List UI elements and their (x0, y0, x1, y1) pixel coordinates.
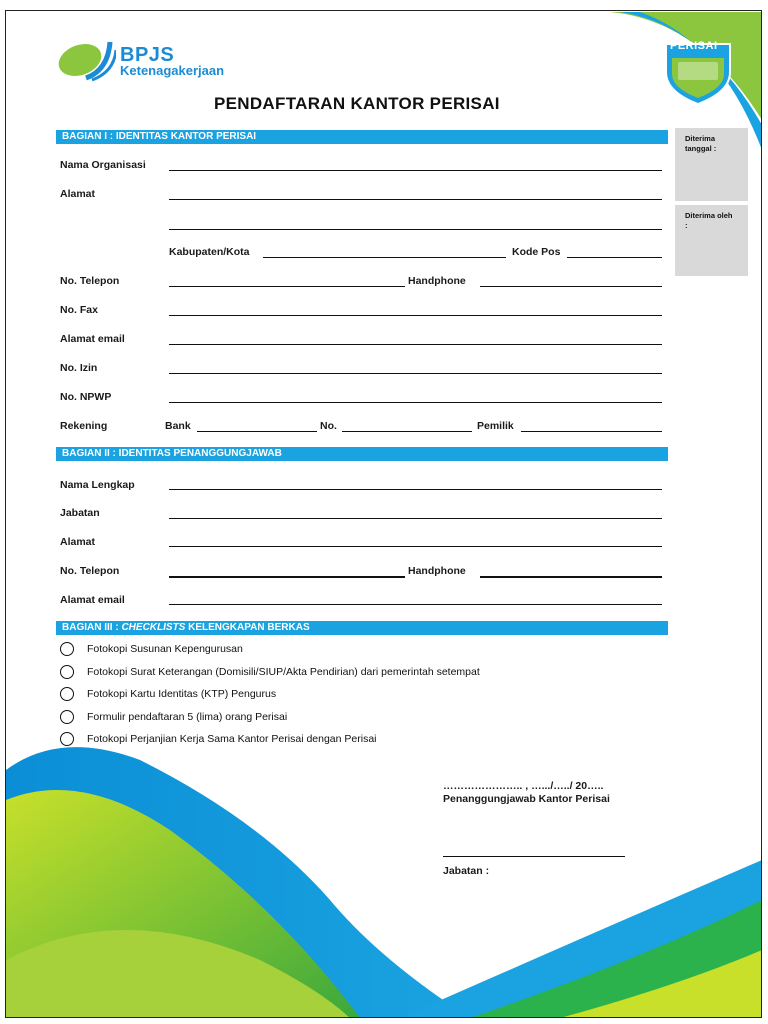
section3-header-prefix: BAGIAN III : (62, 622, 122, 633)
signature-place-date: ………………….. , ….../…../ 20….. (443, 780, 604, 792)
checklist-label: Fotokopi Perjanjian Kerja Sama Kantor Perisai dengan Perisai (87, 733, 377, 745)
label-jabatan: Jabatan (60, 507, 100, 519)
received-by-box (675, 205, 748, 276)
label-pemilik: Pemilik (477, 420, 514, 432)
field-alamat-1[interactable] (169, 199, 662, 200)
label-kode-pos: Kode Pos (512, 246, 561, 258)
page-title: PENDAFTARAN KANTOR PERISAI (214, 94, 500, 113)
label-nama-lengkap: Nama Lengkap (60, 479, 135, 491)
signature-role: Penanggungjawab Kantor Perisai (443, 793, 610, 805)
signature-line[interactable] (443, 856, 625, 857)
label-telepon-pj: No. Telepon (60, 565, 120, 577)
field-bank[interactable] (197, 431, 317, 432)
section3-header-italic: CHECKLISTS (121, 622, 186, 633)
section2-header: BAGIAN II : IDENTITAS PENANGGUNGJAWAB (56, 447, 668, 461)
checkbox-circle[interactable] (60, 687, 74, 701)
checklist-label: Formulir pendaftaran 5 (lima) orang Perisai (87, 711, 288, 723)
section3-header (56, 621, 668, 635)
badge-text: PERISAI (670, 40, 718, 52)
field-kabupaten[interactable] (263, 257, 506, 258)
label-fax: No. Fax (60, 304, 98, 316)
label-rekening-no: No. (320, 420, 337, 432)
checklist-label: Fotokopi Surat Keterangan (Domisili/SIUP/Akta Pendirian) dari pemerintah setempat (87, 666, 480, 678)
field-telepon-pj[interactable] (169, 576, 405, 578)
checkbox-circle[interactable] (60, 665, 74, 679)
field-kode-pos[interactable] (567, 257, 662, 258)
bpjs-logo-icon (56, 40, 116, 82)
field-alamat-pj[interactable] (169, 546, 662, 547)
checkbox-circle[interactable] (60, 732, 74, 746)
checklist-label: Fotokopi Kartu Identitas (KTP) Pengurus (87, 688, 277, 700)
logo-subtitle: Ketenagakerjaan (120, 63, 225, 78)
label-handphone: Handphone (408, 275, 466, 287)
field-handphone-pj[interactable] (480, 576, 662, 578)
section1-header: BAGIAN I : IDENTITAS KANTOR PERISAI (56, 130, 668, 144)
field-telepon[interactable] (169, 286, 405, 287)
label-email-pj: Alamat email (60, 594, 125, 606)
field-izin[interactable] (169, 373, 662, 374)
field-nama-lengkap[interactable] (169, 489, 662, 490)
field-handphone[interactable] (480, 286, 662, 287)
label-telepon: No. Telepon (60, 275, 120, 287)
label-alamat-pj: Alamat (60, 536, 96, 548)
checkbox-circle[interactable] (60, 710, 74, 724)
field-email-pj[interactable] (169, 604, 662, 605)
label-alamat: Alamat (60, 188, 96, 200)
label-npwp: No. NPWP (60, 391, 112, 403)
label-izin: No. Izin (60, 362, 98, 374)
signature-jabatan: Jabatan : (443, 865, 490, 877)
checkbox-circle[interactable] (60, 642, 74, 656)
field-npwp[interactable] (169, 402, 662, 403)
label-handphone-pj: Handphone (408, 565, 466, 577)
received-by-label: Diterima oleh : (685, 211, 733, 230)
label-rekening: Rekening (60, 420, 108, 432)
field-alamat-2[interactable] (169, 229, 662, 230)
label-bank: Bank (165, 420, 191, 432)
received-date-box (675, 128, 748, 201)
field-fax[interactable] (169, 315, 662, 316)
label-nama-organisasi: Nama Organisasi (60, 159, 146, 171)
field-rekening-no[interactable] (342, 431, 472, 432)
field-email[interactable] (169, 344, 662, 345)
label-email: Alamat email (60, 333, 125, 345)
field-jabatan[interactable] (169, 518, 662, 519)
section3-header-suffix: KELENGKAPAN BERKAS (185, 622, 310, 633)
field-pemilik[interactable] (521, 431, 662, 432)
field-nama-organisasi[interactable] (169, 170, 662, 171)
logo-name: BPJS (120, 44, 175, 66)
checklist-label: Fotokopi Susunan Kepengurusan (87, 643, 243, 655)
label-kabupaten: Kabupaten/Kota (169, 246, 250, 258)
received-date-label: Diterima tanggal : (685, 134, 717, 153)
